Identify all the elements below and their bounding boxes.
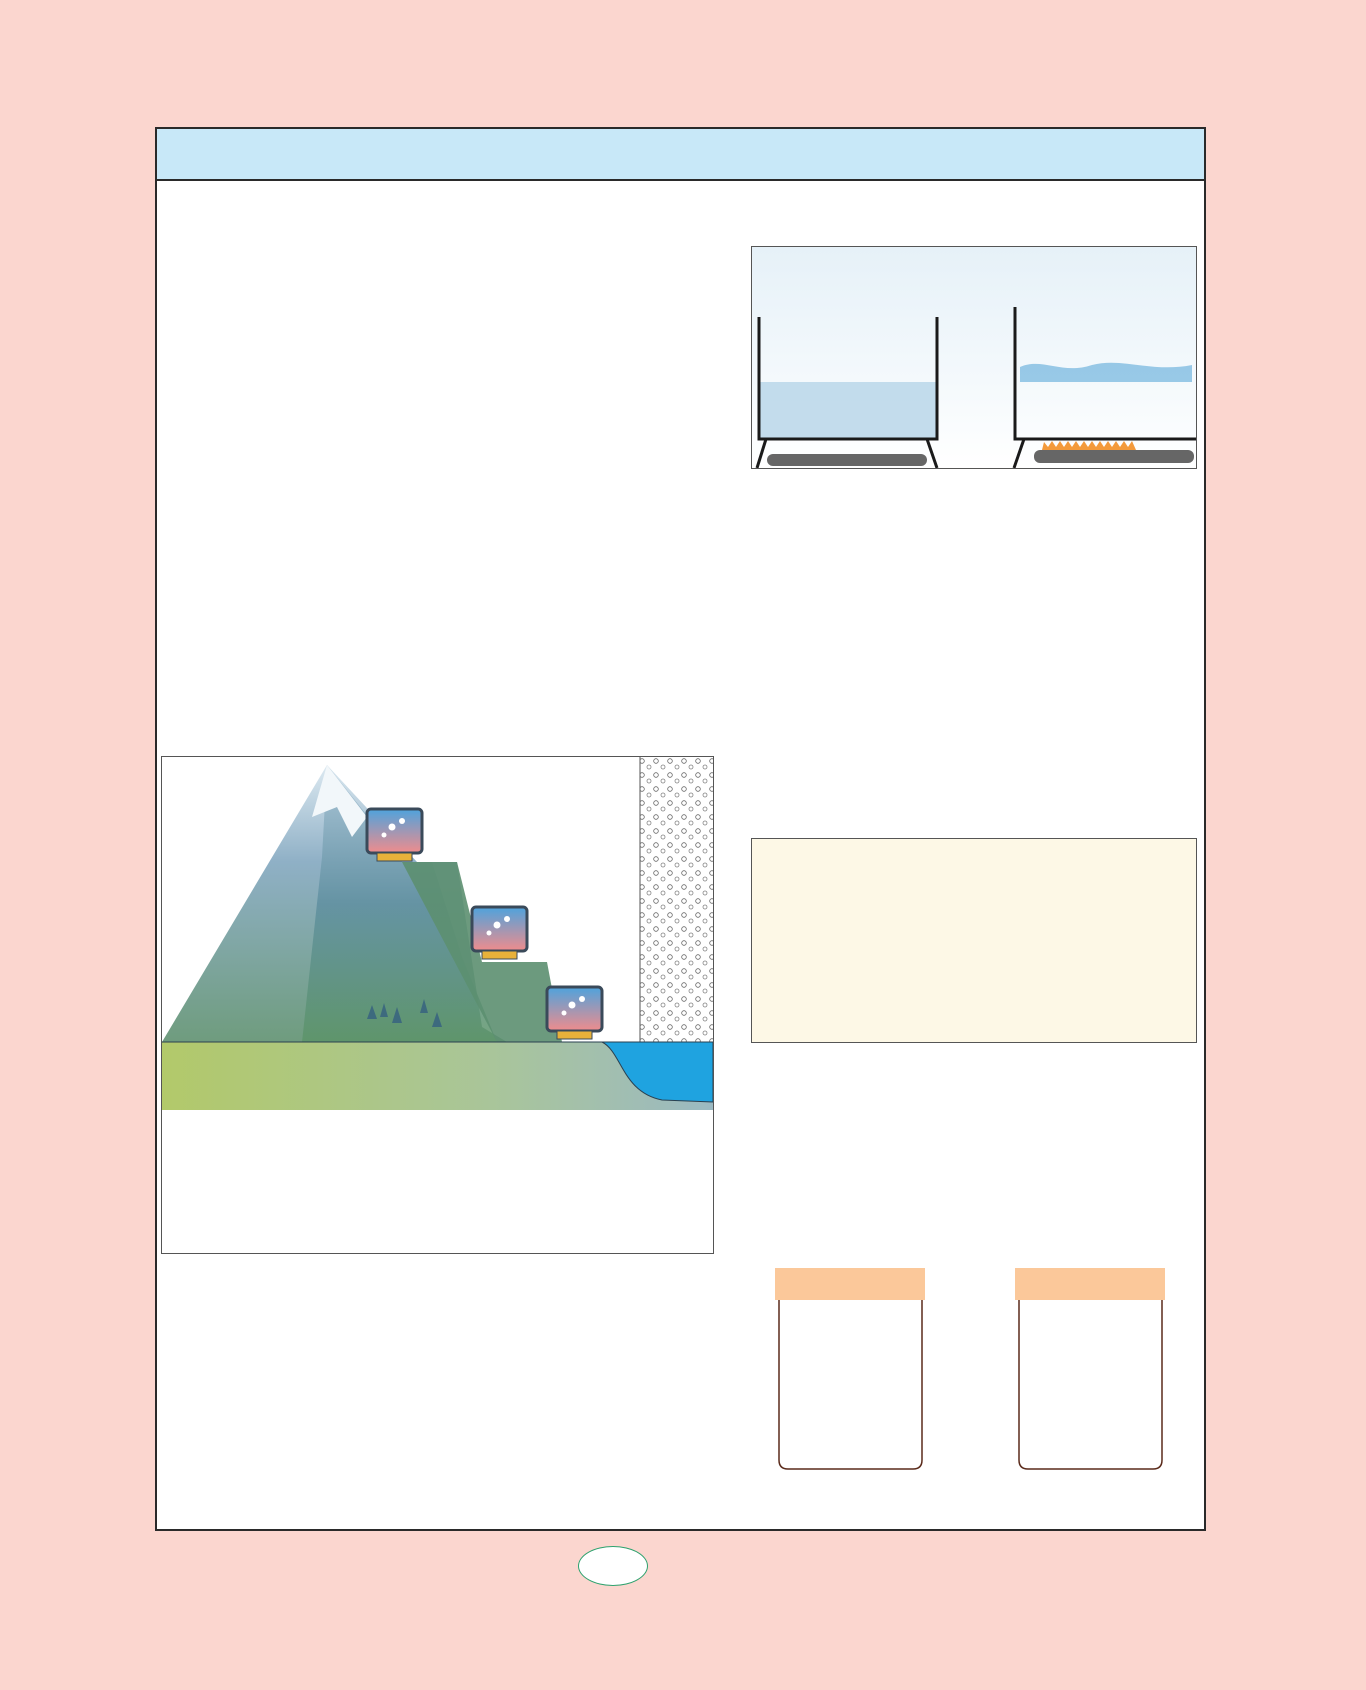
summary-list: [764, 849, 1178, 869]
beaker-diagram: [762, 1264, 1192, 1474]
pure-solvent-beaker: [775, 1268, 925, 1469]
beaker-lid: [1015, 1268, 1165, 1300]
pot-1800m: [472, 907, 527, 959]
title-banner: [157, 129, 1204, 181]
altitude-boiling-diagram: [162, 757, 713, 1110]
right-burner-on: [1034, 450, 1194, 463]
altitude-figure-box: [161, 756, 714, 1254]
beaker-figure: [762, 1264, 1192, 1524]
pot-sea-level: [547, 987, 602, 1039]
page-number: [578, 1546, 648, 1586]
vapour-pressure-figure: [751, 246, 1197, 469]
content-frame: [155, 127, 1206, 1531]
beaker-lid: [775, 1268, 925, 1300]
vapour-pressure-diagram: [752, 247, 1196, 468]
pressure-section: [170, 184, 724, 193]
impurities-section: [170, 1263, 724, 1272]
left-burner-off: [767, 454, 927, 466]
pot-3000m: [367, 809, 422, 861]
summary-box: [751, 838, 1197, 1043]
air-density-column: [640, 757, 713, 1042]
impure-solvent-beaker: [1015, 1268, 1165, 1469]
flame: [1042, 441, 1136, 450]
